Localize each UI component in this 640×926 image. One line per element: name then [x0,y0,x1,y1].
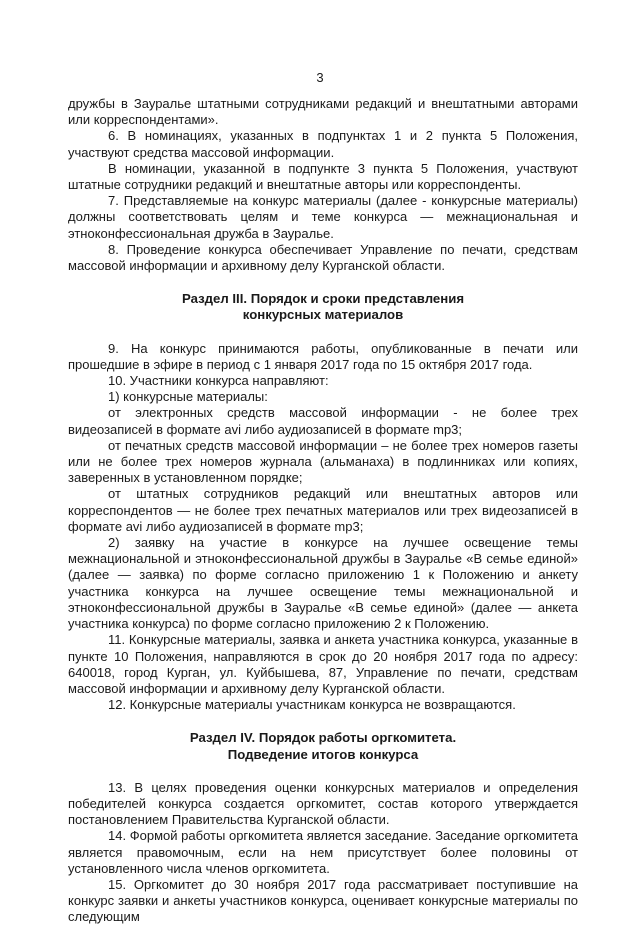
paragraph-10-1-c: от штатных сотрудников редакций или внештатных авторов или корреспондентов — не более трех печатных материалов или трех видеозаписей в формате avi либо аудиозаписей в формате mp3; [68,486,578,534]
section-4-title [68,730,578,762]
paragraph-9: 9. На конкурс принимаются работы, опубликованные в печати или прошедшие в эфире в период с 1 января 2017 года по 15 октября 2017 года. [68,340,578,372]
paragraph-7: 7. Представляемые на конкурс материалы (далее - конкурсные материалы) должны соответствовать целям и теме конкурса — межнациональная и этноконфессиональная дружба в Зауралье. [68,193,578,241]
document-body [68,96,578,926]
paragraph-6a: 6. В номинациях, указанных в подпунктах 1 и 2 пункта 5 Положения, участвуют средства массовой информации. [68,128,578,160]
paragraph-10-1-b: от печатных средств массовой информации – не более трех номеров газеты или не более трех номеров журнала (альманаха) в подлинниках или копиях, заверенных в установленном порядке; [68,437,578,486]
paragraph-15: 15. Оргкомитет до 30 ноября 2017 года рассматривает поступившие на конкурс заявки и анкеты участников конкурса, оценивает конкурсные материалы по следующим [68,876,578,925]
page-number: 3 [316,70,324,85]
paragraph-10-2: 2) заявку на участие в конкурсе на лучшее освещение темы межнациональной и этноконфессиональной дружбы в Зауралье «В семье единой» (далее — заявка) по форме согласно приложению 1 к Положению и анкету участника конкурса на лучшее освещение темы межнациональной и этноконфессиональной дружбы в Зауралье «В семье единой» (далее — анкета участника конкурса) по форме согласно приложению 2 к Положению. [68,535,578,632]
paragraph-10-1: 1) конкурсные материалы: [108,389,268,405]
section-3-title [68,291,578,323]
section-3-title-line-2: конкурсных материалов [242,307,404,323]
section-3-title-line-1: Раздел III. Порядок и сроки представления [181,291,465,307]
section-4-title-line-1: Раздел IV. Порядок работы оргкомитета. [189,730,457,746]
paragraph-intro-continuation: дружбы в Зауралье штатными сотрудниками редакций и внештатными авторами или корреспондентами». [68,96,578,128]
section-4-title-line-2: Подведение итогов конкурса [227,746,419,762]
paragraph-13: 13. В целях проведения оценки конкурсных материалов и определения победителей конкурса создается оргкомитет, состав которого утверждается постановлением Правительства Курганской области. [68,779,578,828]
paragraph-10: 10. Участники конкурса направляют: [108,373,329,389]
paragraph-12: 12. Конкурсные материалы участникам конкурса не возвращаются. [108,697,516,713]
paragraph-10-1-a: от электронных средств массовой информации - не более трех видеозаписей в формате avi либо аудиозаписей в формате mp3; [68,405,578,437]
paragraph-6b: В номинации, указанной в подпункте 3 пункта 5 Положения, участвуют штатные сотрудники редакций и внештатные авторы или корреспонденты. [68,160,578,193]
paragraph-8: 8. Проведение конкурса обеспечивает Управление по печати, средствам массовой информации и архивному делу Курганской области. [68,241,578,274]
paragraph-14: 14. Формой работы оргкомитета является заседание. Заседание оргкомитета является правомочным, если на нем присутствует более половины от установленного числа членов оргкомитета. [68,828,578,876]
paragraph-11: 11. Конкурсные материалы, заявка и анкета участника конкурса, указанные в пункте 10 Положения, направляются в срок до 20 ноября 2017 года по адресу: 640018, город Курган, ул. Куйбышева, 87, Управление по печати, средствам массовой информации и архивному делу Курганской области. [68,632,578,696]
